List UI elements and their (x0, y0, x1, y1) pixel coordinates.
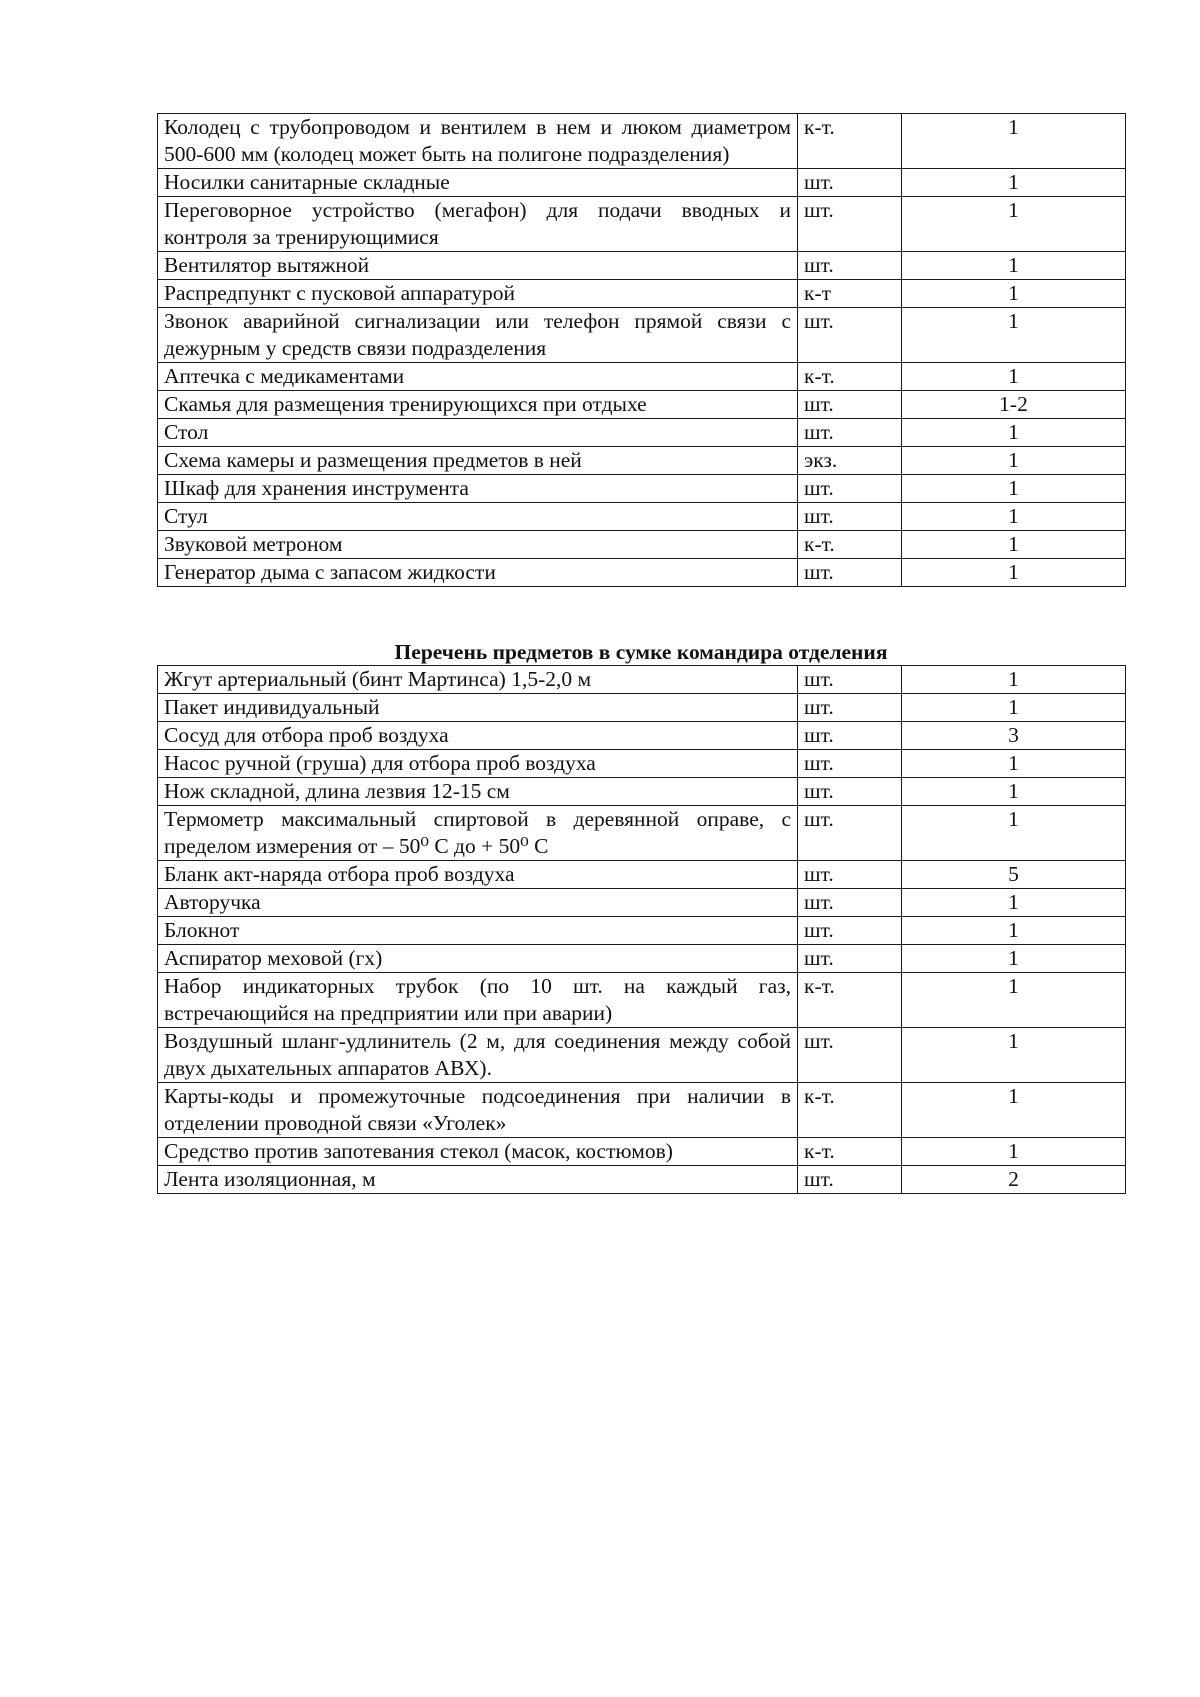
table-row (158, 503, 1126, 531)
table-row (158, 1166, 1126, 1194)
item-unit: шт. (798, 750, 902, 778)
item-name: Воздушный шланг-удлинитель (2 м, для соединения между собой двух дыхательных аппаратов АВХ). (158, 1028, 798, 1083)
item-quantity: 1 (902, 1028, 1126, 1083)
item-name: Распредпункт с пусковой аппаратурой (158, 280, 798, 308)
item-quantity: 1 (902, 917, 1126, 945)
item-unit: к-т. (798, 1083, 902, 1138)
item-quantity: 1 (902, 806, 1126, 861)
table-row (158, 559, 1126, 587)
item-name: Насос ручной (груша) для отбора проб воздуха (158, 750, 798, 778)
item-quantity: 5 (902, 861, 1126, 889)
item-name: Жгут артериальный (бинт Мартинса) 1,5-2,0 м (158, 666, 798, 694)
item-quantity: 1 (902, 666, 1126, 694)
item-unit: к-т. (798, 363, 902, 391)
item-quantity: 1 (902, 114, 1126, 169)
item-unit: шт. (798, 945, 902, 973)
item-quantity: 1 (902, 419, 1126, 447)
table-row (158, 722, 1126, 750)
item-quantity: 1 (902, 197, 1126, 252)
table-row (158, 917, 1126, 945)
item-quantity: 1 (902, 778, 1126, 806)
item-quantity: 1 (902, 169, 1126, 197)
item-name: Аспиратор меховой (гх) (158, 945, 798, 973)
item-quantity: 1 (902, 694, 1126, 722)
item-unit: шт. (798, 419, 902, 447)
item-unit: к-т. (798, 114, 902, 169)
item-name: Генератор дыма с запасом жидкости (158, 559, 798, 587)
item-unit: к-т. (798, 1138, 902, 1166)
item-name: Лента изоляционная, м (158, 1166, 798, 1194)
table-row (158, 861, 1126, 889)
item-unit: шт. (798, 308, 902, 363)
item-quantity: 1 (902, 503, 1126, 531)
table-row (158, 945, 1126, 973)
item-name: Сосуд для отбора проб воздуха (158, 722, 798, 750)
item-name: Карты-коды и промежуточные подсоединения при наличии в отделении проводной связи «Уголек» (158, 1083, 798, 1138)
table-row (158, 447, 1126, 475)
item-quantity: 1 (902, 447, 1126, 475)
section-heading: Перечень предметов в сумке командира отделения (394, 640, 888, 664)
item-quantity: 1 (902, 308, 1126, 363)
item-quantity: 1 (902, 252, 1126, 280)
item-unit: шт. (798, 169, 902, 197)
item-quantity: 1 (902, 531, 1126, 559)
item-unit: шт. (798, 806, 902, 861)
item-unit: шт. (798, 861, 902, 889)
item-quantity: 1 (902, 363, 1126, 391)
table-row (158, 666, 1126, 694)
item-name: Скамья для размещения тренирующихся при отдыхе (158, 391, 798, 419)
item-name: Нож складной, длина лезвия 12-15 см (158, 778, 798, 806)
item-name: Набор индикаторных трубок (по 10 шт. на каждый газ, встречающийся на предприятии или при аварии) (158, 973, 798, 1028)
item-quantity: 1 (902, 1138, 1126, 1166)
table-row (158, 114, 1126, 169)
item-quantity: 1 (902, 945, 1126, 973)
item-name: Стул (158, 503, 798, 531)
item-name: Средство против запотевания стекол (масок, костюмов) (158, 1138, 798, 1166)
item-quantity: 1 (902, 559, 1126, 587)
item-name: Блокнот (158, 917, 798, 945)
item-name: Шкаф для хранения инструмента (158, 475, 798, 503)
item-unit: шт. (798, 889, 902, 917)
item-unit: к-т. (798, 973, 902, 1028)
item-unit: шт. (798, 1166, 902, 1194)
item-unit: шт. (798, 1028, 902, 1083)
item-name: Бланк акт-наряда отбора проб воздуха (158, 861, 798, 889)
item-name: Звуковой метроном (158, 531, 798, 559)
item-unit: шт. (798, 666, 902, 694)
table-row (158, 778, 1126, 806)
item-quantity: 1-2 (902, 391, 1126, 419)
item-unit: экз. (798, 447, 902, 475)
item-quantity: 1 (902, 889, 1126, 917)
table-row (158, 694, 1126, 722)
equipment-table (157, 113, 1126, 587)
table-row (158, 531, 1126, 559)
item-name: Колодец с трубопроводом и вентилем в нем и люком диаметром 500-600 мм (колодец может быть на полигоне подразделения) (158, 114, 798, 169)
table-row (158, 1138, 1126, 1166)
table-row (158, 391, 1126, 419)
table-row (158, 419, 1126, 447)
item-quantity: 1 (902, 973, 1126, 1028)
table-row (158, 889, 1126, 917)
item-name: Пакет индивидуальный (158, 694, 798, 722)
item-unit: к-т. (798, 531, 902, 559)
item-name: Авторучка (158, 889, 798, 917)
item-name: Стол (158, 419, 798, 447)
item-name: Схема камеры и размещения предметов в ней (158, 447, 798, 475)
item-unit: шт. (798, 197, 902, 252)
commander-bag-table (157, 665, 1126, 1194)
item-quantity: 2 (902, 1166, 1126, 1194)
table-row (158, 973, 1126, 1028)
item-name: Вентилятор вытяжной (158, 252, 798, 280)
item-unit: к-т (798, 280, 902, 308)
table-row (158, 363, 1126, 391)
item-quantity: 1 (902, 750, 1126, 778)
item-name: Звонок аварийной сигнализации или телефон прямой связи с дежурным у средств связи подразделения (158, 308, 798, 363)
item-name: Носилки санитарные складные (158, 169, 798, 197)
item-unit: шт. (798, 391, 902, 419)
table-row (158, 475, 1126, 503)
table-row (158, 1028, 1126, 1083)
table-row (158, 806, 1126, 861)
table-row (158, 308, 1126, 363)
table-row (158, 1083, 1126, 1138)
item-quantity: 1 (902, 475, 1126, 503)
table-row (158, 280, 1126, 308)
item-unit: шт. (798, 252, 902, 280)
item-quantity: 1 (902, 280, 1126, 308)
table-row (158, 197, 1126, 252)
item-name: Аптечка с медикаментами (158, 363, 798, 391)
item-unit: шт. (798, 778, 902, 806)
item-name: Термометр максимальный спиртовой в деревянной оправе, с пределом измерения от – 50⁰ С до + 50⁰ С (158, 806, 798, 861)
table-row (158, 169, 1126, 197)
item-unit: шт. (798, 475, 902, 503)
item-unit: шт. (798, 503, 902, 531)
item-quantity: 3 (902, 722, 1126, 750)
item-unit: шт. (798, 694, 902, 722)
item-quantity: 1 (902, 1083, 1126, 1138)
table-row (158, 750, 1126, 778)
item-unit: шт. (798, 917, 902, 945)
item-unit: шт. (798, 722, 902, 750)
item-unit: шт. (798, 559, 902, 587)
table-row (158, 252, 1126, 280)
item-name: Переговорное устройство (мегафон) для подачи вводных и контроля за тренирующимися (158, 197, 798, 252)
